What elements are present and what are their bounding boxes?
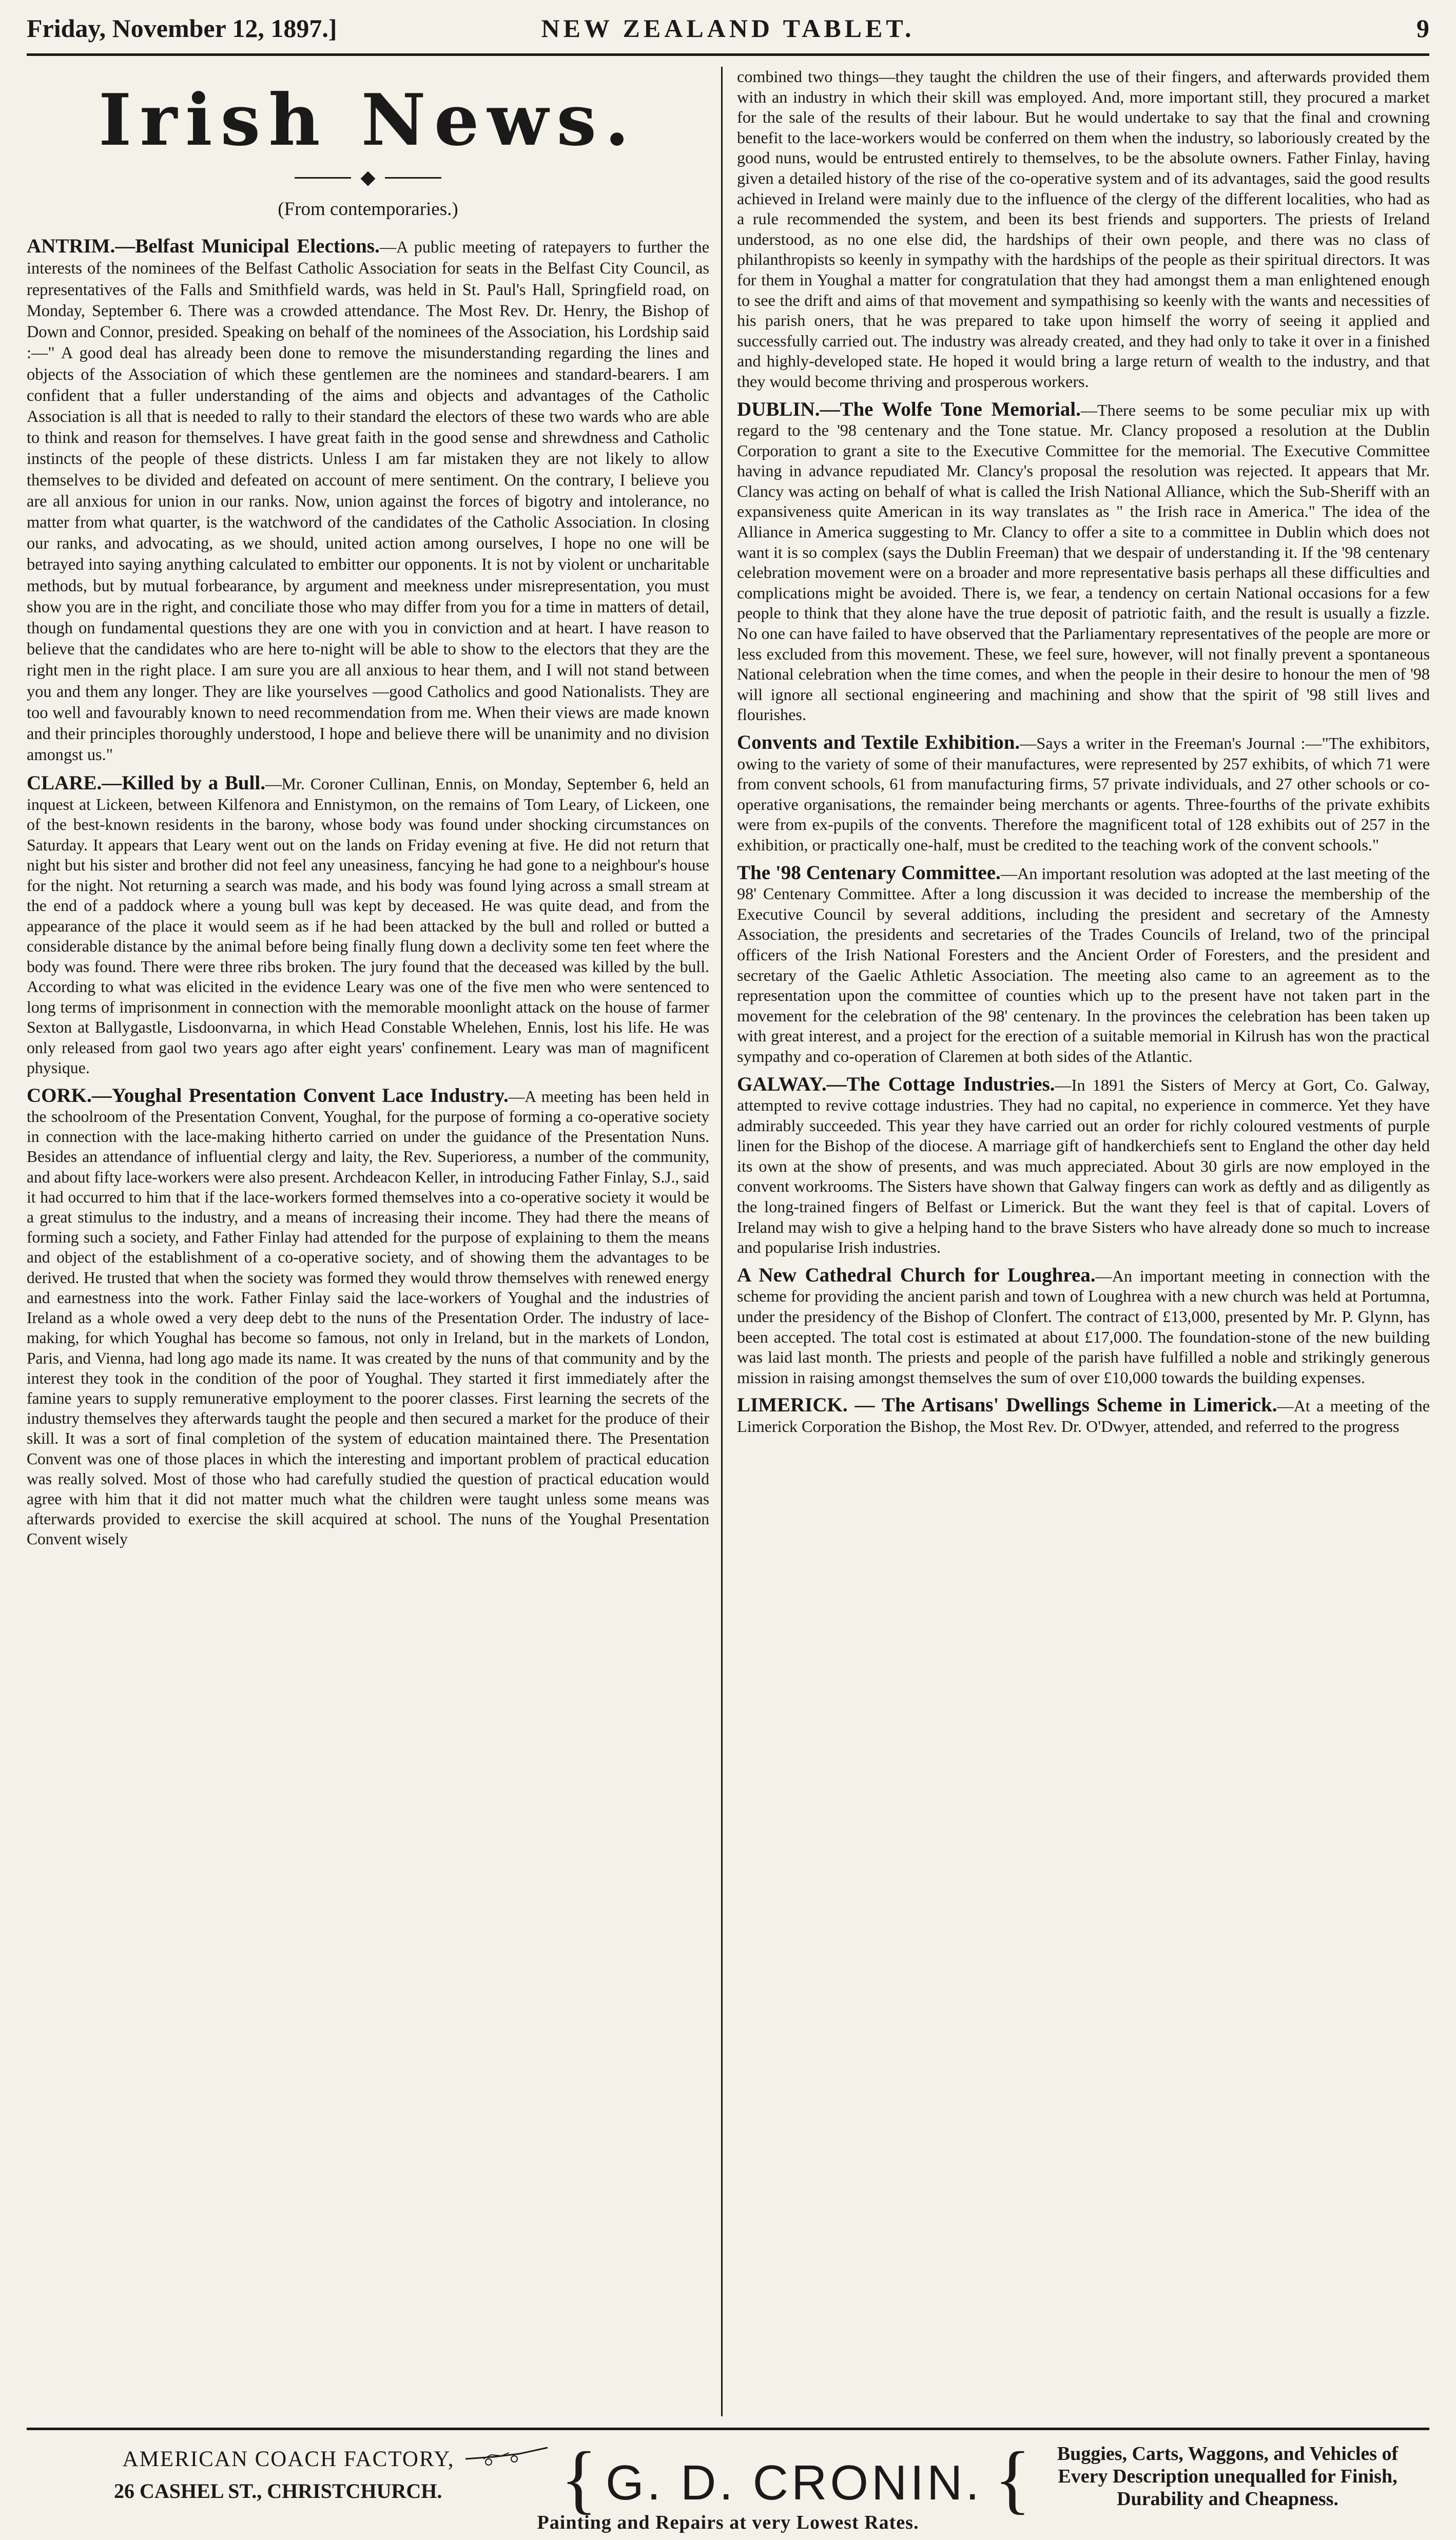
advert-durability: Durability and Cheapness. [1117, 2488, 1338, 2510]
article-loughrea [737, 1265, 1430, 1388]
advert-address: 26 CASHEL ST., CHRISTCHURCH. [114, 2479, 442, 2503]
advert-right-block [1027, 2442, 1428, 2510]
article-body: —Mr. Coroner Cullinan, Ennis, on Monday, September 6, held an inquest at Lickeen, between Kilfenora and Ennistymon, on the remains of Tom Leary, of Lickeen, one of the best-known residents in the barony, whose body was found under shocking circumstances on Saturday. It appears that Leary went out on the lands on Friday evening at five. He did not return that night but his sister and brother did not feel any uneasiness, fancying he had gone to a neighbour's house for the night. Not returning a search was made, and his body was found lying across a small stream at the end of a paddock where a young bull was kept by deceased. He was quite dead, and from the appearance of the place it would seem as if he had been attacked by the bull and rolled or butted a considerable distance by the animal before being finally flung down a declivity some ten feet where the body was found. There were three ribs broken. The jury found that the deceased was killed by the bull. According to what was elicited in the evidence Leary was one of the five men who were sentenced to long terms of imprisonment in connection with the memorable moonlight attack on the house of farmer Sexton at Ballygastle, Lisdoonvarna, in which Head Constable Whelehen, Ennis, lost his life. He was only released from gaol two years ago after eight years' confinement. Leary was man of magnificent physique. [27, 775, 709, 1077]
article-clare [27, 773, 709, 1078]
article-body: —A meeting has been held in the schoolroom of the Presentation Convent, Youghal, for the purpose of forming a co-operative society in connection with the lace-making hitherto carried on under the guidance of the Presentation Nuns. Besides an attendance of influential clergy and laity, the Rev. Superioress, a number of the community, and about fifty lace-workers were also present. Archdeacon Keller, in introducing Father Finlay, S.J., said it had occurred to him that if the lace-workers formed themselves into a co-operative society it would be a great stimulus to the industry, and a means of increasing their income. They had there the means of forming such a society, and Father Finlay had attended for the purpose of explaining to them the means and object of the establishment of a co-operative society, and of showing them the advantages to be derived. He trusted that when the society was formed they would throw themselves with renewed energy and earnestness into the work. Father Finlay said the lace-workers of Youghal and the industries of Ireland as a whole owed a very deep debt to the nuns of the Presentation Order. The industry of lace-making, for which Youghal has become so famous, not only in Ireland, but in the markets of London, Paris, and Vienna, had long ago made its name. It was created by the nuns of that community and by the interest they took in the condition of the poor of Youghal. They started it first immediately after the famine years to supply remunerative employment to the poorer classes. First learning the secrets of the industry themselves they afterwards taught the people and then secured a market for the produce of their skill. It was a sort of final completion of the system of education maintained there. The Presentation Convent was one of those places in which the interesting and important problem of practical education was really solved. Most of those who had carefully studied the question of practical education would agree with him that it did not matter much what the children were taught unless some means was afterwards provided to exercise the skill acquired at school. The nuns of the Youghal Presentation Convent wisely [27, 1087, 709, 1548]
issue-date: Friday, November 12, 1897.] [27, 14, 337, 43]
article-centenary [737, 863, 1430, 1067]
section-title: Irish News. [98, 78, 638, 162]
article-galway [737, 1074, 1430, 1258]
article-headline: DUBLIN.—The Wolfe Tone Memorial. [737, 398, 1081, 420]
article-dublin [737, 399, 1430, 726]
newspaper-title: NEW ZEALAND TABLET. [541, 14, 915, 43]
article-headline: CLARE.—Killed by a Bull. [27, 772, 265, 794]
article-body: —A public meeting of ratepayers to further the interests of the nominees of the Belfast Catholic Association for seats in the Belfast City Council, as representatives of the Falls and Smithfield wards, was held in St. Paul's Hall, Springfield road, on Monday, September 6. There was a crowded attendance. The Most Rev. Dr. Henry, the Bishop of Down and Connor, presided. Speaking on behalf of the nominees of the Association, his Lordship said :—" A good deal has already been done to remove the misunderstanding regarding the lines and objects of the Association of which these gentlemen are the nominees and standard-bearers. I am confident that a fuller understanding of the aims and objects and advantages of the Catholic Association is all that is needed to rally to their standard the electors of these two wards who are able to think and reason for themselves. I have great faith in the good sense and shrewdness and Catholic instincts of the people of these districts. Unless I am far mistaken they are not likely to allow themselves to be divided and defeated on account of mere sentiment. On the contrary, I believe you are all anxious for union in our ranks. Now, union against the forces of bigotry and intolerance, no matter from what quarter, is the watchword of the candidates of the Catholic Association. In closing our ranks, and advocating, as we should, united action among ourselves, I hope no one will be betrayed into saying anything calculated to embitter our opponents. It is not by violent or uncharitable methods, but by mutual forbearance, by argument and meekness under misrepresentation, you must show you are in the right, and conciliate those who may differ from you for a time in matters of detail, though on fundamental questions they are one with you in conviction and at heart. I have reason to believe that the candidates who are here to-night will be able to show to the electors that they are the right men in the right place. I am sure you are all anxious to hear them, and I will not stand between you and them any longer. They are like yourselves —good Catholics and good Nationalists. They are too well and favourably known to need recommendation from me. When their views are made known and their principles thoroughly understood, I hope and believe there will be unanimity and no division amongst us." [27, 238, 709, 765]
article-headline: GALWAY.—The Cottage Industries. [737, 1073, 1055, 1095]
advert-repairs-line: Painting and Repairs at very Lowest Rates. [537, 2512, 919, 2533]
article-body: —Says a writer in the Freeman's Journal :—"The exhibitors, owing to the variety of some of their manufactures, were represented by 257 exhibits, of which 71 were from convent schools, 61 from manufacturing firms, 57 private individuals, and 27 other schools or co-operative organisations, the remainder being merchants or agents. Three-fourths of the private exhibits were from ex-pupils of the convents. Therefore the magnificent total of 128 exhibits out of 257 in the exhibition, or practically one-half, must be credited to the teaching work of the convent schools." [737, 734, 1430, 854]
title-ornament: ◆ [27, 166, 709, 188]
advert-proprietor: G. D. CRONIN. [605, 2455, 982, 2510]
article-headline: Convents and Textile Exhibition. [737, 731, 1020, 753]
article-cork-continued [737, 67, 1430, 392]
article-headline: A New Cathedral Church for Loughrea. [737, 1264, 1096, 1286]
section-source: (From contemporaries.) [278, 199, 458, 220]
advert-business-name: AMERICAN COACH FACTORY, [122, 2447, 455, 2471]
advert-quality: Every Description unequalled for Finish, [1058, 2466, 1397, 2487]
article-cork [27, 1085, 709, 1549]
article-body: —An important meeting in connection with the scheme for providing the ancient parish and town of Loughrea with a new church was held at Portumna, under the presidency of the Bishop of Clonfert. The contract of £13,000, presented by Mr. P. Glynn, has been accepted. The total cost is estimated at about £17,000. The foundation-stone of the new building was laid last month. The priests and people of the parish have fulfilled a noble and strikingly generous mission in raising amongst themselves the sum of over £10,000 towards the building expenses. [737, 1266, 1430, 1387]
article-headline: ANTRIM.—Belfast Municipal Elections. [27, 235, 380, 258]
left-brace: { [560, 2436, 597, 2522]
article-headline: The '98 Centenary Committee. [737, 861, 1001, 884]
coach-factory-advert [27, 2428, 1429, 2533]
article-antrim [27, 236, 709, 766]
right-brace: { [994, 2436, 1031, 2522]
article-convents [737, 732, 1430, 856]
running-head [27, 9, 1429, 56]
page-number: 9 [1416, 14, 1429, 43]
article-body: combined two things—they taught the children the use of their fingers, and afterwards provided them with an industry in which their skill was employed. And, more important still, they procured a market for the sale of the results of their labour. But he would undertake to say that the final and crowning benefit to the lace-workers would be conferred on them when the industry, so laboriously created by the good nuns, would be entrusted entirely to themselves, to be the absolute owners. Father Finlay, having given a detailed history of the rise of the co-operative system and of its advantages, said the good results achieved in Ireland were mainly due to the influence of the clergy of the different localities, who had as a rule recommended the system, and been its best friends and supporters. The priests of Ireland understood, as no one else did, the hardships of their own people, and there was no class of philanthropists so keenly in sympathy with the hardships of the people as their spiritual directors. It was for them in Youghal a matter for congratulation that they had amongst them a man enlightened enough to see the drift and aims of that movement and sympathising so keenly with the wants and necessities of his parish oners, that he was prepared to take upon himself the worry of seeing it applied and successfully carried out. The industry was already created, and they had only to take it over in a finished and highly-developed state. He hoped it would bring a large return of wealth to the industry, and that they would become thriving and prosperous workers. [737, 67, 1430, 391]
advert-products: Buggies, Carts, Waggons, and Vehicles of [1057, 2443, 1399, 2465]
right-column [737, 67, 1430, 2416]
left-column [27, 67, 709, 2416]
article-headline: CORK.—Youghal Presentation Convent Lace Industry. [27, 1084, 509, 1107]
coach-icon [463, 2444, 550, 2468]
article-body: —In 1891 the Sisters of Mercy at Gort, Co. Galway, attempted to revive cottage industries. They had no capital, no experience in commerce. Yet they have admirably succeeded. This year they have carried out an order for richly coloured vestments of purple linen for the Bishop of the diocese. A marriage gift of handkerchiefs sent to England the other day held its own at the show of presents, and was much appreciated. About 30 girls are now employed in the convent workrooms. The Sisters have shown that Galway fingers can work as deftly and as diligently as the long-trained fingers of Belfast or Limerick. But the want they feel is that of capital. Lovers of Ireland may wish to give a helping hand to the brave Sisters who have already done so much to increase and popularise Irish industries. [737, 1075, 1430, 1257]
article-headline: LIMERICK. — The Artisans' Dwellings Scheme in Limerick. [737, 1394, 1277, 1417]
article-limerick [737, 1395, 1430, 1437]
column-rule [721, 67, 723, 2416]
article-body: —There seems to be some peculiar mix up with regard to the '98 centenary and the Tone statue. Mr. Clancy proposed a resolution at the Dublin Corporation to grant a site to the Executive Committee for the memorial. The Executive Committee having in advance repudiated Mr. Clancy's proposal the resolution was rejected. It appears that Mr. Clancy was acting on behalf of what is called the Irish National Alliance, which the Sub-Sheriff with an expansiveness quite American in its way translates as " the Irish race in America." The idea of the Alliance in America suggesting to Mr. Clancy to offer a site to a committee in Dublin which does not want it is so complex (says the Dublin Freeman) that we despair of understanding it. If the '98 centenary celebration movement were on a broader and more representative basis perhaps all these difficulties and complications might be avoided. There is, we fear, a tendency on certain National occasions for a few people to think that they alone have the true deposit of patriotic faith, and the result is usually a fizzle. No one can have failed to have observed that the Parliamentary representatives of the people are more or less excluded from this movement. These, we feel sure, however, will not finally prevent a spontaneous National celebration when the time comes, and when the people in their desire to honour the men of '98 will ignore all sectional engineering and machining and show that the spirit of '98 still lives and flourishes. [737, 400, 1430, 724]
article-body: —At a meeting of the Limerick Corporation the Bishop, the Most Rev. Dr. O'Dwyer, attended, and referred to the progress [737, 1397, 1430, 1436]
article-body: —An important resolution was adopted at the last meeting of the 98' Centenary Committee. After a long discussion it was decided to increase the membership of the Executive Council by several additions, including the president and secretary of the Amnesty Association, the presidents and secretaries of the Trades Councils of Ireland, two of the principal officers of the Irish National Foresters and the Ancient Order of Foresters, and the president and secretary of the Gaelic Athletic Association. The meeting also came to an agreement as to the representation upon the committee of counties which up to the present have not taken part in the movement for the celebration of the 98' centenary. In the provinces the celebration has been taken up with great interest, and a project for the erection of a suitable memorial in Kilrush has won the practical sympathy and co-operation of Claremen at both sides of the Atlantic. [737, 864, 1430, 1065]
